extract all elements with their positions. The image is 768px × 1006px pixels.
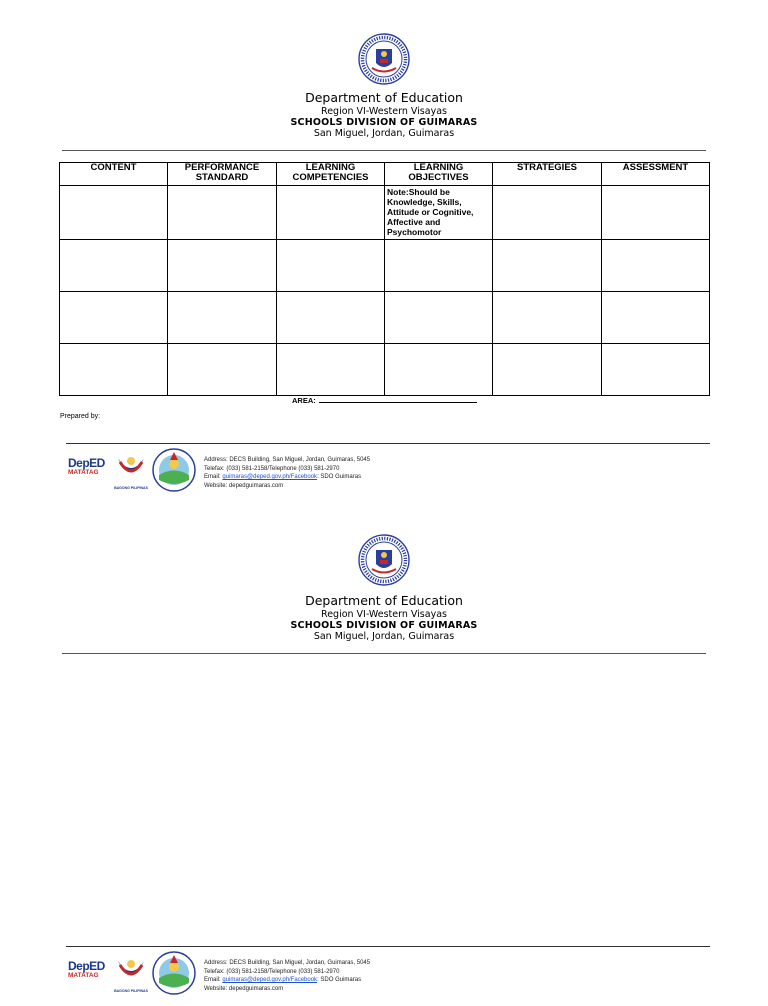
table-cell[interactable] bbox=[385, 240, 493, 292]
header-divider bbox=[62, 150, 706, 151]
division-name: SCHOOLS DIVISION OF GUIMARAS bbox=[290, 620, 478, 631]
column-header-performance-standard: PERFORMANCE STANDARD bbox=[168, 163, 277, 186]
column-header-strategies: STRATEGIES bbox=[493, 163, 602, 186]
division-name: SCHOOLS DIVISION OF GUIMARAS bbox=[290, 117, 478, 128]
footer-contact-info bbox=[204, 456, 370, 491]
footer-facebook-name: : SDO Guimaras bbox=[317, 977, 362, 984]
footer-website: Website: depedguimaras.com bbox=[204, 986, 284, 993]
footer bbox=[66, 446, 386, 492]
bagong-pilipinas-logo bbox=[114, 955, 148, 995]
table-cell[interactable] bbox=[602, 186, 710, 240]
table-cell[interactable] bbox=[602, 344, 710, 396]
table-cell[interactable] bbox=[60, 344, 168, 396]
table-cell[interactable] bbox=[493, 240, 602, 292]
area-label: AREA: bbox=[292, 396, 316, 405]
table-cell[interactable] bbox=[168, 186, 277, 240]
bagong-pilipinas-caption: BAGONG PILIPINAS bbox=[114, 486, 148, 490]
deped-seal-icon bbox=[358, 534, 410, 586]
sdo-guimaras-seal-icon bbox=[152, 448, 196, 492]
prepared-by-label: Prepared by: bbox=[60, 413, 101, 420]
deped-logo-text: DepED bbox=[68, 456, 105, 470]
footer-address: Address: DECS Building, San Miguel, Jordan, Guimaras, 5045 bbox=[204, 960, 371, 966]
table-cell[interactable] bbox=[493, 292, 602, 344]
division-address: San Miguel, Jordan, Guimaras bbox=[313, 128, 455, 139]
footer-telefax: Telefax: (033) 581-2158/Telephone (033) 581-2970 bbox=[204, 968, 340, 975]
footer-email-link[interactable]: guimaras@deped.gov.ph/Facebook bbox=[222, 474, 318, 481]
bagong-pilipinas-icon bbox=[114, 452, 148, 486]
footer-email-label: Email: bbox=[204, 977, 221, 984]
sdo-guimaras-seal-icon bbox=[152, 951, 196, 995]
table-cell[interactable] bbox=[168, 292, 277, 344]
deped-matatag-logo bbox=[68, 456, 108, 476]
bagong-pilipinas-caption: BAGONG PILIPINAS bbox=[114, 989, 148, 993]
region-name: Region VI-Western Visayas bbox=[321, 609, 447, 620]
footer-email-link[interactable]: guimaras@deped.gov.ph/Facebook bbox=[222, 977, 318, 984]
objectives-note[interactable]: Note:Should be Knowledge, Skills, Attitude or Cognitive, Affective and Psychomotor bbox=[385, 186, 493, 240]
table-cell[interactable] bbox=[602, 240, 710, 292]
footer-facebook-name: : SDO Guimaras bbox=[317, 474, 362, 481]
area-blank-line[interactable] bbox=[319, 395, 477, 403]
footer-telefax: Telefax: (033) 581-2158/Telephone (033) 581-2970 bbox=[204, 465, 340, 472]
footer-website: Website: depedguimaras.com bbox=[204, 483, 284, 490]
deped-matatag-logo bbox=[68, 959, 108, 979]
footer-address: Address: DECS Building, San Miguel, Jordan, Guimaras, 5045 bbox=[204, 457, 371, 463]
table-cell[interactable] bbox=[168, 240, 277, 292]
table-cell[interactable] bbox=[493, 344, 602, 396]
table-row bbox=[60, 186, 710, 240]
column-header-learning-objectives: LEARNING OBJECTIVES bbox=[385, 163, 493, 186]
footer-email-label: Email: bbox=[204, 474, 221, 481]
table-cell[interactable] bbox=[602, 292, 710, 344]
footer bbox=[66, 949, 386, 995]
table-cell[interactable] bbox=[60, 186, 168, 240]
table-cell[interactable] bbox=[277, 186, 385, 240]
footer-email-line bbox=[204, 473, 370, 482]
table-cell[interactable] bbox=[277, 292, 385, 344]
column-header-content: CONTENT bbox=[60, 163, 168, 186]
footer-contact-info bbox=[204, 959, 370, 994]
area-field bbox=[292, 395, 477, 405]
table-row bbox=[60, 240, 710, 292]
region-name: Region VI-Western Visayas bbox=[321, 106, 447, 117]
column-header-learning-competencies: LEARNING COMPETENCIES bbox=[277, 163, 385, 186]
lesson-plan-table bbox=[59, 162, 710, 396]
table-header-row bbox=[60, 163, 710, 186]
table-row bbox=[60, 292, 710, 344]
department-name: Department of Education bbox=[305, 90, 463, 105]
table-cell[interactable] bbox=[385, 292, 493, 344]
table-cell[interactable] bbox=[168, 344, 277, 396]
header-divider bbox=[62, 653, 706, 654]
bagong-pilipinas-icon bbox=[114, 955, 148, 989]
department-name: Department of Education bbox=[305, 593, 463, 608]
table-cell[interactable] bbox=[277, 344, 385, 396]
matatag-logo-text: MATATAG bbox=[68, 972, 99, 979]
deped-logo-text: DepED bbox=[68, 959, 105, 973]
matatag-logo-text: MATATAG bbox=[68, 469, 99, 476]
table-cell[interactable] bbox=[385, 344, 493, 396]
division-address: San Miguel, Jordan, Guimaras bbox=[313, 631, 455, 642]
footer-divider bbox=[66, 443, 710, 444]
table-cell[interactable] bbox=[493, 186, 602, 240]
table-cell[interactable] bbox=[277, 240, 385, 292]
table-cell[interactable] bbox=[60, 240, 168, 292]
table-row bbox=[60, 344, 710, 396]
footer-divider bbox=[66, 946, 710, 947]
deped-seal-icon bbox=[358, 33, 410, 85]
table-cell[interactable] bbox=[60, 292, 168, 344]
column-header-assessment: ASSESSMENT bbox=[602, 163, 710, 186]
bagong-pilipinas-logo bbox=[114, 452, 148, 492]
footer-email-line bbox=[204, 976, 370, 985]
